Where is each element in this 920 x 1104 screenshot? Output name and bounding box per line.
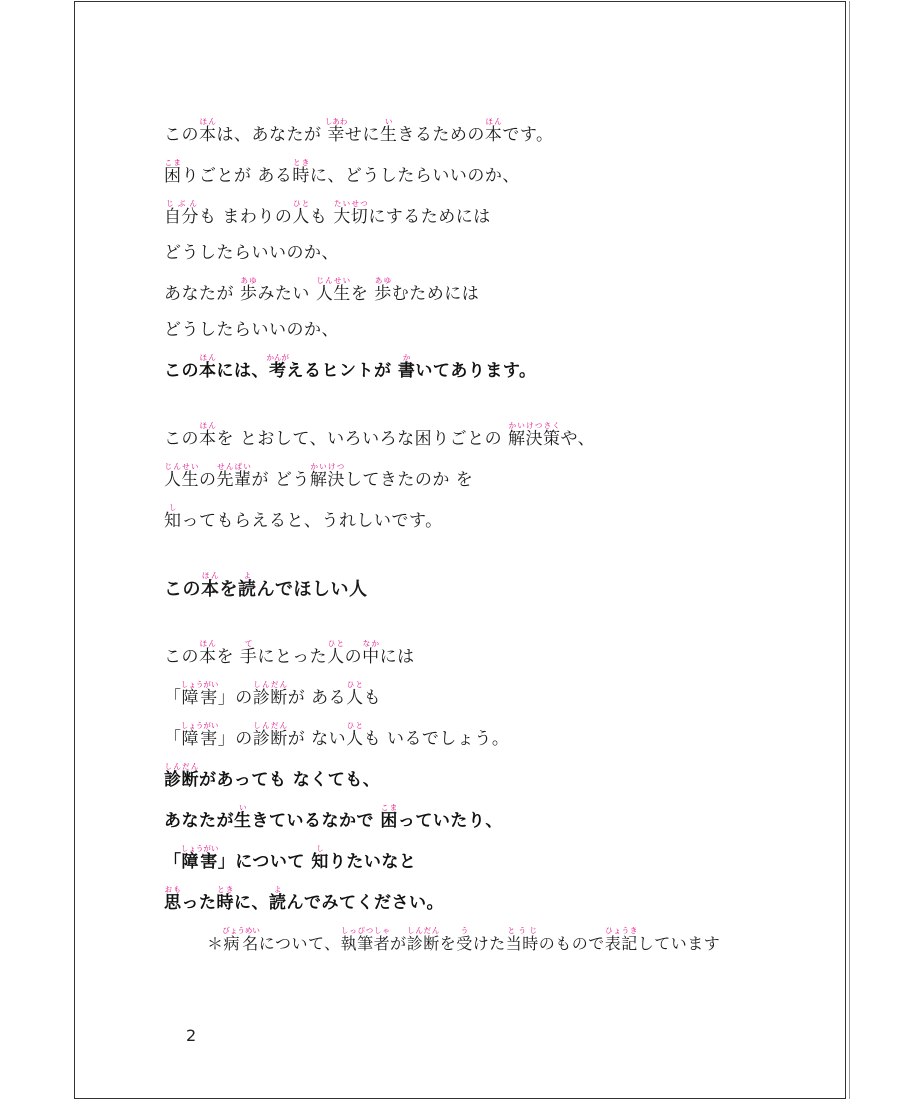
furigana: しんだん [164, 762, 199, 771]
furigana: ひと [346, 680, 364, 689]
text-line: 診断しんだんがあっても なくても、 [164, 762, 381, 790]
furigana: こま [164, 158, 182, 167]
text-line: この本ほんは、あなたが 幸しあわせに生いきるための本ほんです。 [164, 117, 554, 145]
ruby-word: 解決策かいけつさく [507, 421, 561, 449]
furigana: しっぴつしゃ [340, 926, 391, 935]
line-gap [164, 753, 804, 762]
ruby-word: 困こま [164, 158, 182, 186]
page-edge-line [849, 1, 850, 1099]
furigana: ほん [201, 571, 220, 580]
furigana: しょうがい [180, 844, 219, 853]
text-line: どうしたらいいのか、 [164, 320, 339, 340]
furigana: しあわ [324, 117, 348, 126]
furigana: い [379, 117, 398, 126]
furigana: ほん [199, 639, 217, 648]
paragraph-intro [164, 117, 804, 385]
furigana: ほん [199, 117, 217, 126]
furigana: じぶん [164, 199, 199, 208]
ruby-word: 本ほん [201, 571, 220, 600]
ruby-word: 診断しんだん [252, 721, 288, 749]
ruby-word: 障害しょうがい [180, 844, 219, 872]
furigana: ひと [327, 639, 345, 648]
text-line: あなたが生いきているなかで 困こまっていたり、 [164, 803, 503, 831]
ruby-word: 診断しんだん [164, 762, 199, 790]
furigana: しんだん [406, 926, 440, 935]
ruby-word: 幸しあわ [324, 117, 348, 145]
text-line: 知しってもらえると、うれしいです。 [164, 503, 443, 531]
paragraph-hope [164, 421, 804, 535]
ruby-word: 病名びょうめい [222, 926, 260, 953]
furigana: じんせい [315, 276, 351, 285]
line-gap [164, 794, 804, 803]
text-line: 「障害しょうがい」の診断しんだんが ある人ひとも [164, 680, 382, 708]
ruby-word: 書か [397, 353, 416, 381]
furigana: し [311, 844, 329, 853]
ruby-word: 先輩せんぱい [216, 462, 252, 490]
furigana: あゆ [374, 276, 392, 285]
furigana: とき [292, 158, 310, 167]
ruby-word: 人生じんせい [164, 462, 199, 490]
ruby-word: 手て [239, 639, 258, 667]
ruby-word: 大切たいせつ [333, 199, 369, 227]
ruby-word: 執筆者しっぴつしゃ [340, 926, 391, 953]
text-line: ＊病名びょうめいについて、執筆者しっぴつしゃが診断しんだんを受うけた当時とうじのもので表記ひょうきしています [207, 926, 721, 953]
furigana: う [456, 926, 473, 935]
ruby-word: 受う [456, 926, 473, 953]
line-gap [164, 453, 804, 462]
furigana: ひと [346, 721, 364, 730]
furigana: とうじ [505, 926, 539, 935]
furigana: しょうがい [180, 721, 219, 730]
furigana: じんせい [164, 462, 199, 471]
ruby-word: 考かんが [266, 353, 289, 381]
furigana: ほん [199, 353, 217, 362]
ruby-word: 生い [379, 117, 398, 145]
ruby-word: 知し [311, 844, 329, 872]
ruby-word: 本ほん [199, 353, 217, 381]
ruby-word: 解決かいけつ [309, 462, 345, 490]
text-line: 思おもった時ときに、読よんでみてください。 [164, 885, 444, 913]
ruby-word: 人生じんせい [315, 276, 351, 304]
paragraph-gap [164, 385, 804, 421]
paragraph-audience [164, 639, 804, 957]
ruby-word: 思おも [164, 885, 182, 913]
line-gap [164, 267, 804, 276]
furigana: おも [164, 885, 182, 894]
line-gap [164, 917, 804, 926]
ruby-word: 人ひと [346, 680, 364, 708]
ruby-word: 本ほん [199, 117, 217, 145]
ruby-word: 当時とうじ [505, 926, 539, 953]
furigana: あゆ [239, 276, 258, 285]
furigana: かんが [266, 353, 289, 362]
section-heading [164, 571, 804, 603]
line-gap [164, 231, 804, 240]
furigana: しんだん [252, 680, 288, 689]
text-line: どうしたらいいのか、 [164, 243, 339, 263]
text-line: この本ほんを とおして、いろいろな困りごとの 解決策かいけつさくや、 [164, 421, 596, 449]
line-gap [164, 149, 804, 158]
furigana: ひと [292, 199, 310, 208]
line-gap [164, 494, 804, 503]
furigana: せんぱい [216, 462, 252, 471]
ruby-word: 人ひと [327, 639, 345, 667]
furigana: こま [380, 803, 398, 812]
text-line: この本ほんを読よんでほしい人 [164, 571, 368, 600]
furigana: ほん [199, 421, 217, 430]
text-line: この本ほんには、考かんがえるヒントが 書かいてあります。 [164, 353, 537, 381]
ruby-word: 本ほん [199, 421, 217, 449]
ruby-word: 知し [164, 503, 182, 531]
ruby-word: 診断しんだん [252, 680, 288, 708]
furigana: かいけつ [309, 462, 345, 471]
ruby-word: 歩あゆ [374, 276, 392, 304]
paragraph-gap [164, 535, 804, 571]
ruby-word: 読よ [269, 885, 287, 913]
text-line: 「障害しょうがい」の診断しんだんが ない人ひとも いるでしょう。 [164, 721, 510, 749]
ruby-word: 中なか [362, 639, 380, 667]
page-content [164, 117, 804, 957]
line-gap [164, 876, 804, 885]
furigana: かいけつさく [507, 421, 561, 430]
furigana: なか [362, 639, 380, 648]
line-gap [164, 712, 804, 721]
text-line: 困こまりごとが ある時ときに、どうしたらいいのか、 [164, 158, 520, 186]
text-line: あなたが 歩あゆみたい 人生じんせいを 歩あゆむためには [164, 276, 480, 304]
furigana: しょうがい [180, 680, 219, 689]
furigana: ほん [484, 117, 503, 126]
ruby-word: 困こま [380, 803, 398, 831]
line-gap [164, 190, 804, 199]
furigana: よ [238, 571, 257, 580]
text-line: この本ほんを 手てにとった人ひとの中なかには [164, 639, 415, 667]
ruby-word: 生い [234, 803, 252, 831]
paragraph-gap [164, 603, 804, 639]
text-line: 人生じんせいの先輩せんぱいが どう解決かいけつしてきたのか を [164, 462, 474, 490]
ruby-word: 歩あゆ [239, 276, 258, 304]
text-line: 「障害しょうがい」について 知しりたいなと [164, 844, 417, 872]
furigana: たいせつ [333, 199, 369, 208]
furigana: しんだん [252, 721, 288, 730]
ruby-word: 時とき [292, 158, 310, 186]
ruby-word: 診断しんだん [406, 926, 440, 953]
ruby-word: 障害しょうがい [180, 721, 219, 749]
furigana: よ [269, 885, 287, 894]
furigana: て [239, 639, 258, 648]
ruby-word: 時とき [216, 885, 234, 913]
line-gap [164, 344, 804, 353]
page-number: 2 [186, 1026, 197, 1045]
line-gap [164, 835, 804, 844]
ruby-word: 本ほん [199, 639, 217, 667]
ruby-word: 人ひと [346, 721, 364, 749]
ruby-word: 自分じぶん [164, 199, 199, 227]
ruby-word: 人ひと [292, 199, 310, 227]
ruby-word: 障害しょうがい [180, 680, 219, 708]
ruby-word: 読よ [238, 571, 257, 600]
furigana: とき [216, 885, 234, 894]
furigana: し [164, 503, 182, 512]
line-gap [164, 308, 804, 317]
ruby-word: 表記ひょうき [604, 926, 638, 953]
text-line: 自分じぶんも まわりの人ひとも 大切たいせつにするためには [164, 199, 491, 227]
furigana: びょうめい [222, 926, 260, 935]
line-gap [164, 671, 804, 680]
furigana: ひょうき [604, 926, 638, 935]
furigana: か [397, 353, 416, 362]
furigana: い [234, 803, 252, 812]
ruby-word: 本ほん [484, 117, 503, 145]
